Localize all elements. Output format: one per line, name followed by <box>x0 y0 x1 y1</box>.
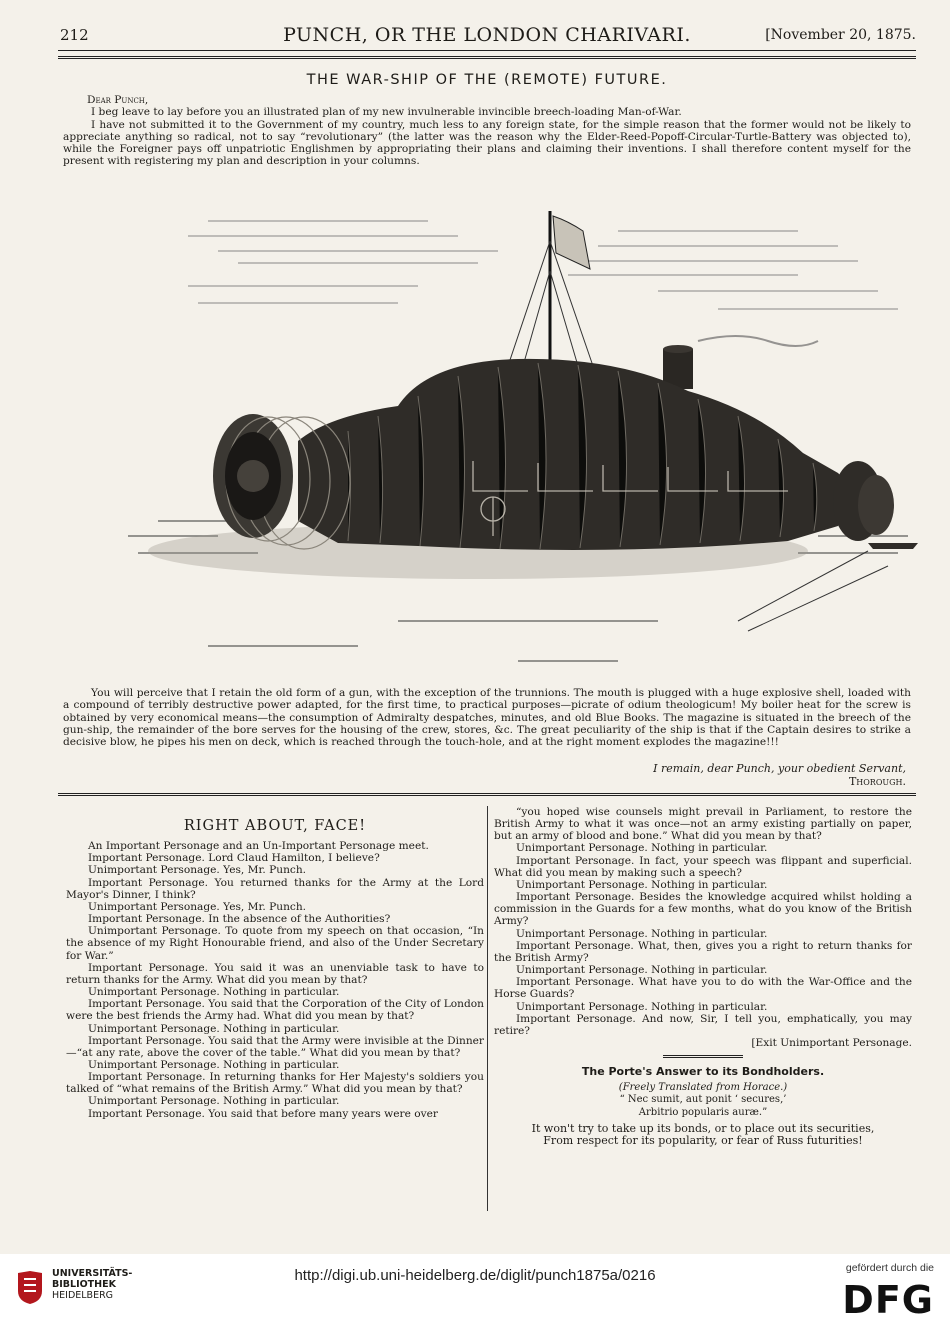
verse-line-2: From respect for its popularity, or fear of Russ futurities! <box>543 1134 863 1148</box>
dfg-logo: DFG <box>842 1278 934 1322</box>
column-separator <box>487 806 488 1211</box>
digitization-footer <box>0 1254 950 1329</box>
dialogue-line: Important Personage. In the absence of the Authorities? <box>88 913 391 926</box>
letter-paragraph-2: I have not submitted it to the Government of my country, much less to any foreign state, for the simple reason that the former would not be likely to appreciate anything so radical, not to say “revolutionary” (the latter was the reason why the Elder-Reed-Popoff-Circular-Turtle-Battery was objected to), while the Foreigner pays off unpatriotic Englishmen by appropriating their plans and claiming their inventions. I shall therefore content myself for the present with registering my plan and description in your columns. <box>63 118 911 168</box>
letter-paragraph-1: I beg leave to lay before you an illustrated plan of my new invulnerable invincible breech-loading Man-of-War. <box>91 106 682 119</box>
letter-paragraph-3: You will perceive that I retain the old form of a gun, with the exception of the trunnions. The mouth is plugged with a huge explosive shell, loaded with a compound of terribly destructive power adapted, for the first time, to practical purposes—picrate of odium theologicum! My boiler heat for the screw is obtained by very economical means—the consumption of Admiralty despatches, minutes, and old Blue Books. The magazine is situated in the breech of the gun-ship, the remainder of the bore serves for the housing of the crew, stores, &c. The great peculiarity of the ship is that if the Captain desires to strike a decisive blow, he pipes his men on deck, which is reached through the touch-hole, and at the right moment explodes the magazine!!! <box>63 687 911 749</box>
dialogue-line: Unimportant Personage. Nothing in particular. <box>88 986 340 999</box>
dialogue-line: Important Personage. And now, Sir, I tell you, emphatically, you may retire? <box>494 1012 912 1037</box>
masthead <box>58 16 916 46</box>
right-about-face-column-right <box>494 806 912 1148</box>
verse-line-1: It won't try to take up its bonds, or to place out its securities, <box>531 1121 875 1135</box>
dialogue-line: Unimportant Personage. Nothing in particular. <box>516 878 768 891</box>
dialogue-line: Important Personage. Lord Claud Hamilton, I believe? <box>88 852 380 865</box>
dialogue-line: Unimportant Personage. Nothing in particular. <box>88 1022 340 1035</box>
section-double-rule <box>58 793 916 796</box>
dialogue-line: Unimportant Personage. Nothing in particular. <box>88 1058 340 1071</box>
dialogue-line: Unimportant Personage. Yes, Mr. Punch. <box>88 864 307 877</box>
latin-quote-line-1: “ Nec sumit, aut ponit ‘ secures,’ <box>619 1094 787 1106</box>
dialogue-line: Important Personage. You said it was an unenviable task to have to return thanks for the Army. What did you mean by that? <box>66 961 484 986</box>
newspaper-page <box>58 16 916 1224</box>
dialogue-line: Unimportant Personage. To quote from my speech on that occasion, “In the absence of my Right Honourable friend, and also of the Under Secretary for War.” <box>66 925 484 962</box>
dialogue-line: Unimportant Personage. Nothing in particular. <box>516 1000 768 1013</box>
dialogue-line: Unimportant Personage. Nothing in particular. <box>516 927 768 940</box>
dialogue-line: Important Personage. You said that the Army were invisible at the Dinner—“at any rate, above the cover of the table.” What did you mean by that? <box>66 1034 484 1059</box>
latin-quote-line-2: Arbitrio popularis auræ.” <box>638 1106 768 1118</box>
porte-subtitle: (Freely Translated from Horace.) <box>618 1082 788 1094</box>
article-title-warship: THE WAR-SHIP OF THE (REMOTE) FUTURE. <box>306 72 668 88</box>
article-divider <box>663 1055 743 1058</box>
dialogue-line: Unimportant Personage. Nothing in particular. <box>88 1095 340 1108</box>
masthead-double-rule <box>58 56 916 59</box>
dialogue-line: Important Personage. In returning thanks for Her Majesty's soldiers you talked of “what remains of the British Army.” What did you mean by that? <box>66 1071 484 1096</box>
article-title-porte: The Porte's Answer to its Bondholders. <box>581 1065 825 1079</box>
dialogue-intro: An Important Personage and an Un-Important Personage meet. <box>88 840 429 853</box>
source-url-link[interactable]: http://digi.ub.uni-heidelberg.de/diglit/punch1875a/0216 <box>294 1267 656 1284</box>
university-library-logo-icon <box>16 1269 44 1305</box>
letter-closing <box>653 762 906 788</box>
letter-signature: Thorough. <box>848 775 906 788</box>
library-name: UNIVERSITÄTS- BIBLIOTHEK HEIDELBERG <box>52 1268 133 1301</box>
dialogue-line: Important Personage. Besides the knowledge acquired whilst holding a commission in the Guards for a few months, what do you know of the British Army? <box>494 891 912 928</box>
warship-letter-intro <box>63 94 911 168</box>
dialogue-line: Important Personage. What have you to do with the War-Office and the Horse Guards? <box>494 976 912 1001</box>
issue-date: [November 20, 1875. <box>765 27 916 43</box>
publication-title: PUNCH, OR THE LONDON CHARIVARI. <box>283 24 691 46</box>
masthead-rule <box>58 50 916 51</box>
dialogue-line: Unimportant Personage. Nothing in particular. <box>516 842 768 855</box>
salutation: Dear Punch, <box>87 94 149 106</box>
funding-note: gefördert durch die <box>845 1262 934 1274</box>
article-title-right-about-face: RIGHT ABOUT, FACE! <box>183 818 367 834</box>
dialogue-line: “you hoped wise counsels might prevail in Parliament, to restore the British Army to what it was once—not an army existing partially on paper, but an army of blood and bone.” What did you mean by that? <box>494 806 912 843</box>
closing-line: I remain, dear Punch, your obedient Servant, <box>653 762 906 775</box>
dialogue-line: Unimportant Personage. Nothing in particular. <box>516 964 768 977</box>
dialogue-line: Important Personage. You said that the Corporation of the City of London were the best friends the Army had. What did you mean by that? <box>66 998 484 1023</box>
warship-illustration <box>98 191 928 691</box>
dialogue-line: Important Personage. What, then, gives you a right to return thanks for the British Army? <box>494 939 912 964</box>
dialogue-line: Important Personage. You said that before many years were over <box>88 1107 438 1120</box>
dialogue-line: Unimportant Personage. Yes, Mr. Punch. <box>88 900 307 913</box>
dialogue-line: Important Personage. In fact, your speech was flippant and superficial. What did you mean by making such a speech? <box>494 854 912 879</box>
right-about-face-column-left <box>66 806 484 1120</box>
exit-direction: [Exit Unimportant Personage. <box>751 1036 912 1049</box>
dialogue-line: Important Personage. You returned thanks for the Army at the Lord Mayor's Dinner, I think? <box>66 876 484 901</box>
warship-letter-body <box>63 687 911 748</box>
page-number: 212 <box>60 26 89 44</box>
